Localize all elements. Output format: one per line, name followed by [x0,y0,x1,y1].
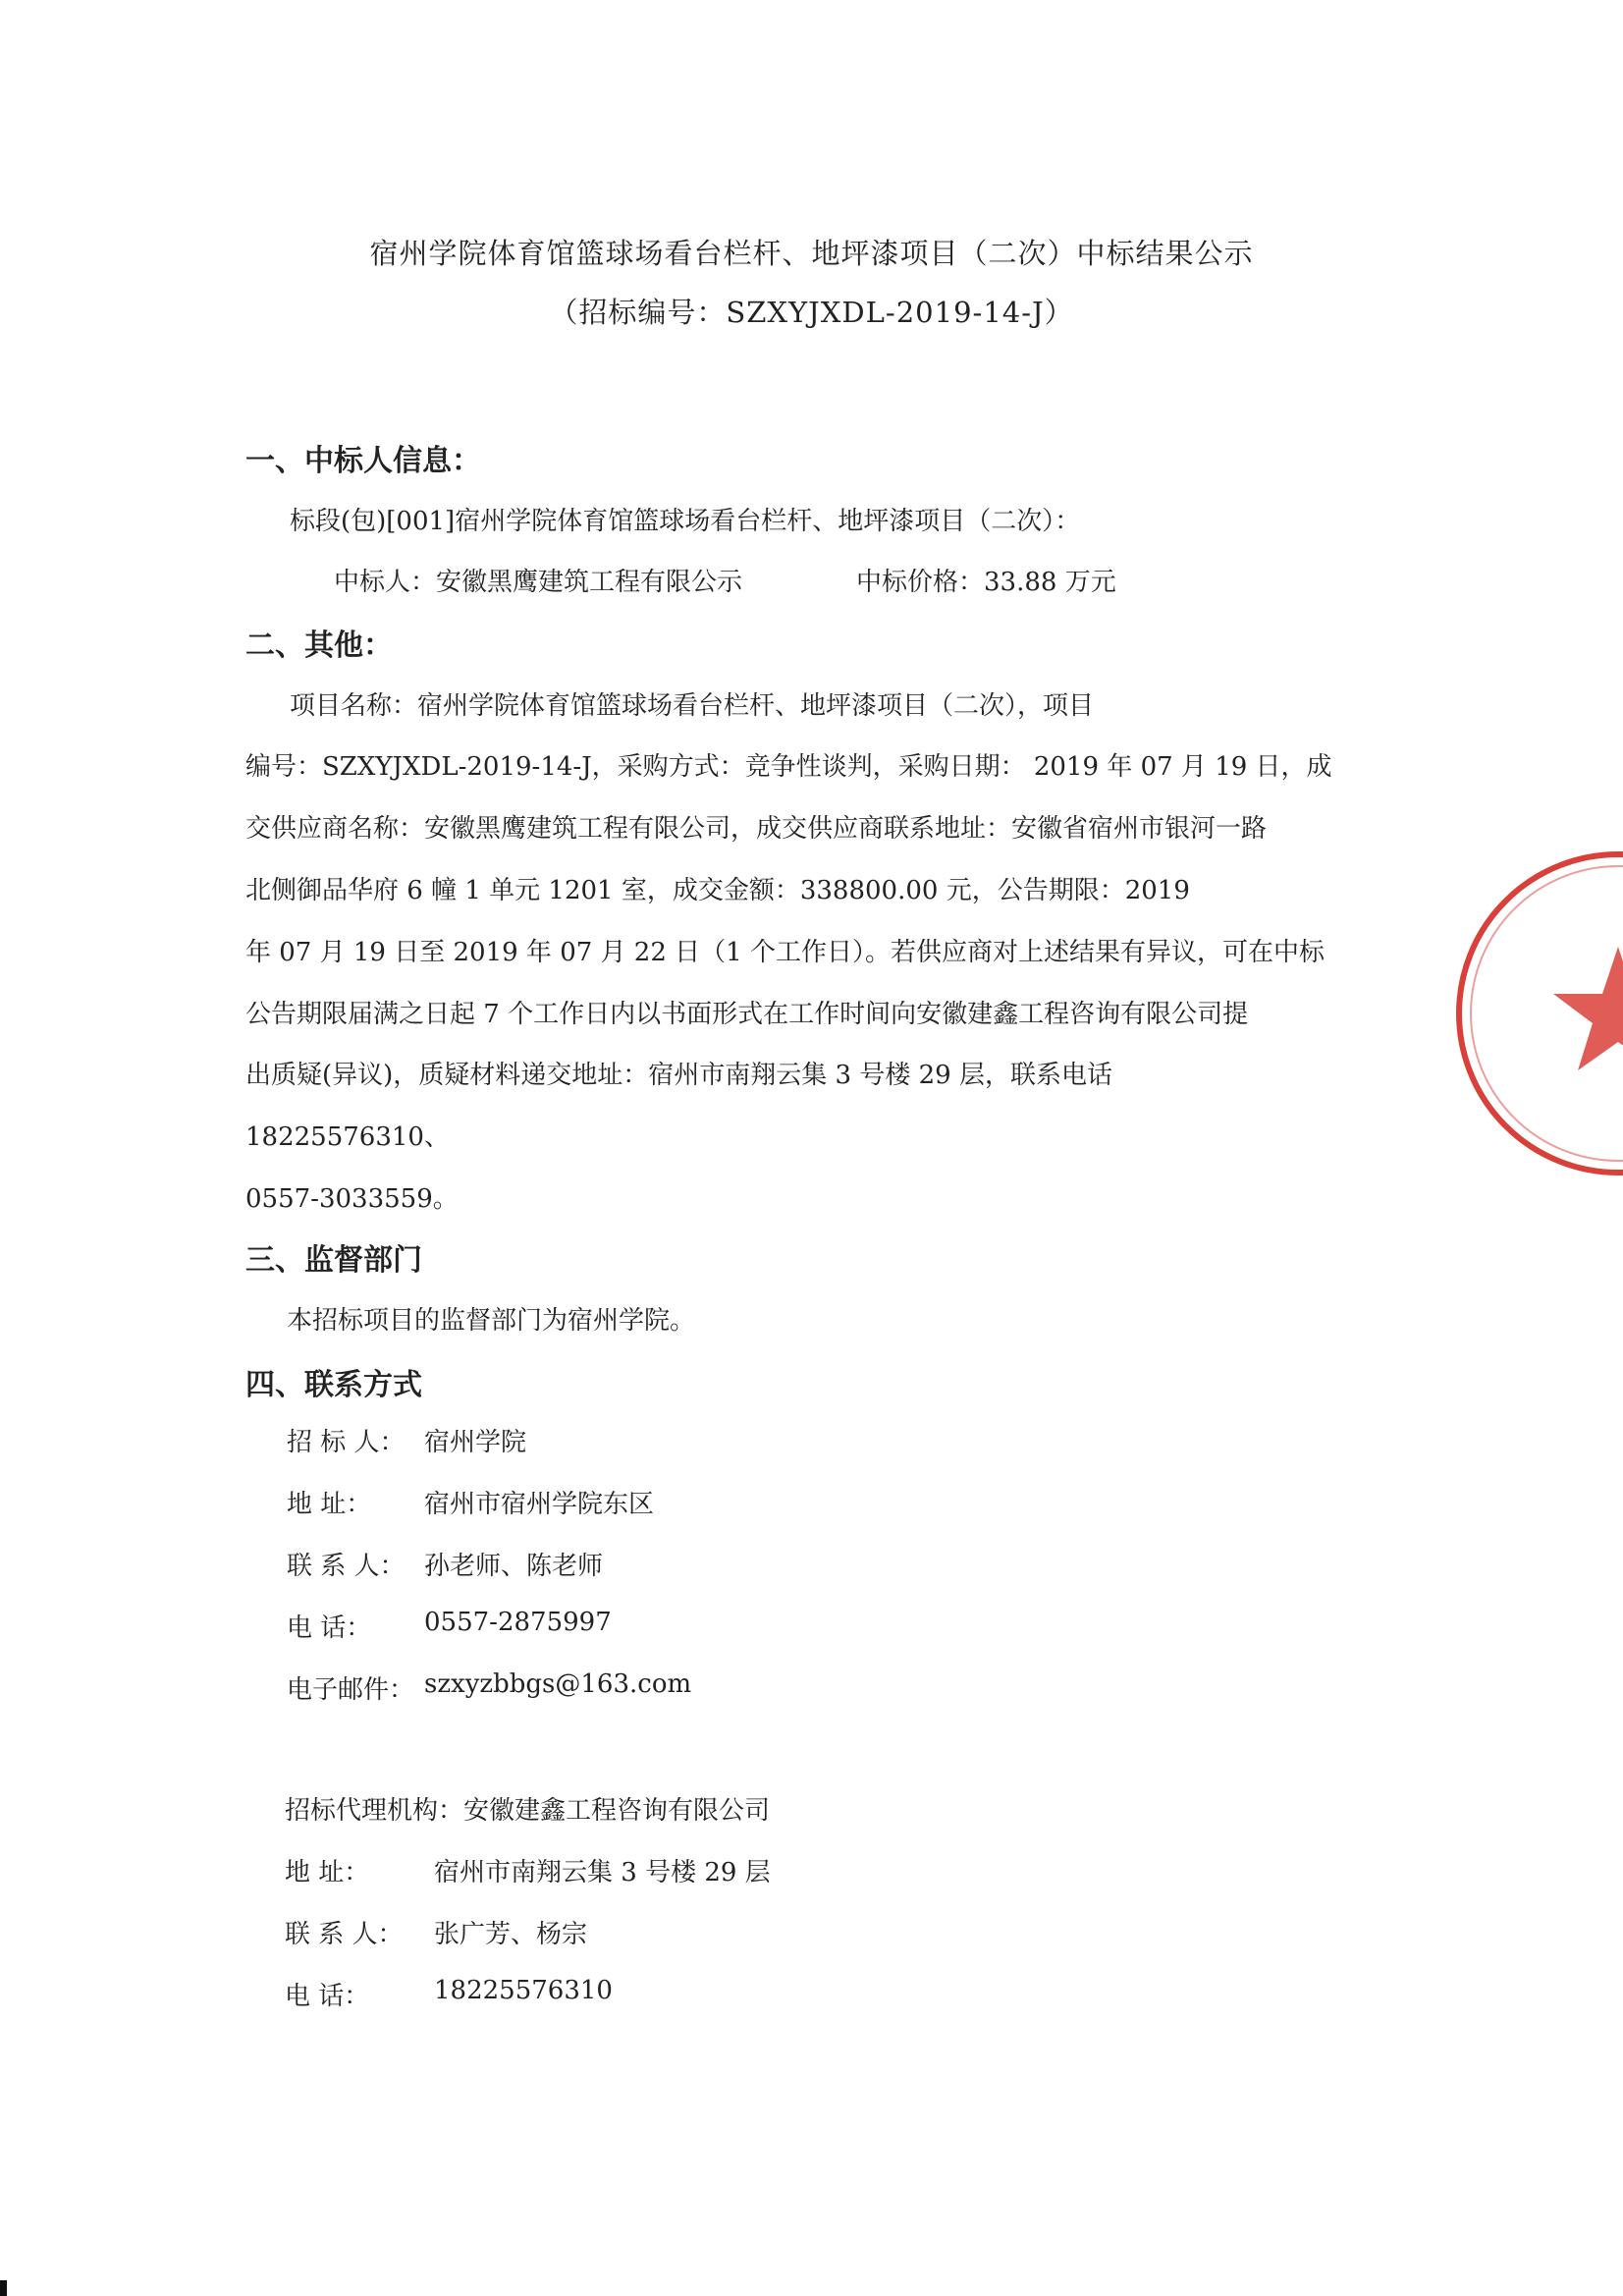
supervision-text: 本招标项目的监督部门为宿州学院。 [287,1306,696,1336]
contact-person-value: 孙老师、陈老师 [424,1552,604,1581]
contact-person-label: 联 系 人： [287,1552,406,1581]
para-line: 编号：SZXYJXDL-2019-14-J，采购方式：竞争性谈判，采购日期： 2019 年 07 月 19 日，成 [245,752,1332,782]
para-line: 北侧御品华府 6 幢 1 单元 1201 室，成交金额：338800.00 元，公告期限：2019 [245,876,1190,905]
agency-address-value: 宿州市南翔云集 3 号楼 29 层 [434,1858,771,1887]
winning-price: 中标价格：33.88 万元 [856,568,1116,597]
email-value: szxyzbbgs@163.com [424,1669,692,1699]
para-line: 18225576310、 [245,1122,450,1152]
section-heading-contact: 四、联系方式 [245,1368,422,1402]
address-label: 地 址： [287,1490,372,1519]
agency-phone-label: 电 话： [285,1982,370,2011]
agency-phone-value: 18225576310 [434,1976,613,2005]
section-heading-winner: 一、中标人信息： [245,444,481,478]
bid-number: （招标编号：SZXYJXDL-2019-14-J） [549,296,1074,329]
company-seal-icon [1451,847,1623,1180]
lot-line: 标段(包)[001]宿州学院体育馆篮球场看台栏杆、地坪漆项目（二次）： [290,507,1081,536]
para-line: 出质疑(异议)，质疑材料递交地址：宿州市南翔云集 3 号楼 29 层，联系电话 [245,1061,1112,1090]
para-line: 项目名称：宿州学院体育馆篮球场看台栏杆、地坪漆项目（二次），项目 [290,691,1095,721]
scan-edge-mark [0,2280,7,2296]
email-label: 电子邮件： [287,1675,415,1705]
winner-name: 中标人：安徽黑鹰建筑工程有限公示 [334,568,743,597]
phone-value: 0557-2875997 [424,1608,612,1637]
section-heading-supervision: 三、监督部门 [245,1243,422,1278]
section-heading-other: 二、其他： [245,629,393,663]
para-line: 年 07 月 19 日至 2019 年 07 月 22 日（1 个工作日）。若供应商对上述结果有异议，可在中标 [245,938,1325,967]
agency-value: 安徽建鑫工程咨询有限公司 [463,1796,771,1826]
agency-label: 招标代理机构： [285,1796,464,1826]
para-line: 交供应商名称：安徽黑鹰建筑工程有限公司，成交供应商联系地址：安徽省宿州市银河一路 [245,814,1268,844]
address-value: 宿州市宿州学院东区 [424,1490,655,1519]
agency-contact-label: 联 系 人： [285,1920,404,1949]
page-title: 宿州学院体育馆篮球场看台栏杆、地坪漆项目（二次）中标结果公示 [369,237,1254,270]
agency-address-label: 地 址： [285,1858,370,1887]
tenderer-value: 宿州学院 [424,1428,527,1457]
phone-label: 电 话： [287,1613,372,1643]
agency-contact-value: 张广芳、杨宗 [434,1920,588,1949]
para-line: 0557-3033559。 [245,1184,459,1214]
para-line: 公告期限届满之日起 7 个工作日内以书面形式在工作时间向安徽建鑫工程咨询有限公司提 [245,1000,1249,1029]
tenderer-label: 招 标 人： [287,1428,406,1457]
